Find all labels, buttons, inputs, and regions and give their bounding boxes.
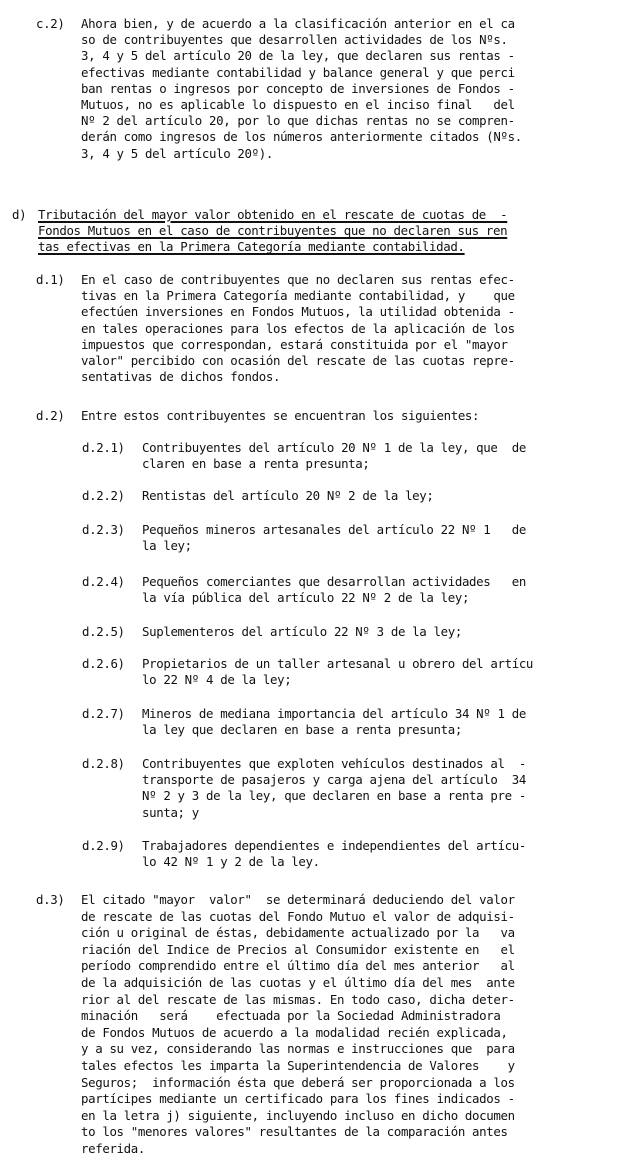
list-item-label: d.2.4) (82, 574, 125, 589)
list-item-label: d.2.7) (82, 706, 125, 721)
list-item-label: d.2.8) (82, 756, 125, 771)
paragraph-line: tivas en la Primera Categoría mediante contabilidad, y que (81, 288, 515, 304)
paragraph-line: referida. (81, 1141, 145, 1156)
paragraph-line: riación del Indice de Precios al Consumidor existente en el (81, 941, 515, 957)
paragraph-line: y a su vez, considerando las normas e instrucciones que para (81, 1041, 515, 1057)
paragraph-line: tales efectos les imparta la Superintendencia de Valores y (81, 1058, 515, 1073)
section-title-line: Tributación del mayor valor obtenido en el rescate de cuotas de - (38, 207, 508, 222)
paragraph-line: sentativas de dichos fondos. (81, 369, 281, 385)
paragraph-line: impuestos que correspondan, estará constituida por el "mayor (81, 336, 508, 352)
section-title-line: tas efectivas en la Primera Categoría mediante contabilidad. (38, 239, 465, 255)
list-item-line: Contribuyentes que exploten vehículos destinados al - (142, 756, 526, 771)
list-item-label: d.2.5) (82, 624, 125, 639)
paragraph-line: 3, 4 y 5 del artículo 20º). (81, 145, 273, 161)
list-item-label: d.2.3) (82, 522, 125, 537)
list-item-line: Propietarios de un taller artesanal u obrero del artícu (142, 656, 534, 671)
paragraph-line: minación será efectuada por la Sociedad Administradora (81, 1008, 501, 1024)
paragraph-line: derán como ingresos de los números anteriormente citados (Nºs. (81, 129, 522, 145)
paragraph-line: efectúen inversiones en Fondos Mutuos, la utilidad obtenida - (81, 304, 515, 320)
paragraph-line: En el caso de contribuyentes que no declaren sus rentas efec- (81, 272, 515, 287)
paragraph-line: efectivas mediante contabilidad y balance general y que perci (81, 64, 515, 80)
section-label: d.3) (36, 892, 65, 907)
list-item-line: Contribuyentes del artículo 20 Nº 1 de la ley, que de (142, 440, 526, 455)
list-item-line: Pequeños mineros artesanales del artículo 22 Nº 1 de (142, 522, 526, 537)
paragraph-line: partícipes mediante un certificado para los fines indicados - (81, 1091, 515, 1107)
section-label: d.2) (36, 408, 65, 423)
paragraph-line: ción u original de éstas, debidamente actualizado por la va (81, 925, 515, 941)
list-item-line: la vía pública del artículo 22 Nº 2 de la ley; (142, 590, 470, 606)
list-item-label: d.2.1) (82, 440, 125, 455)
paragraph-line: rior al del rescate de las mismas. En todo caso, dicha deter- (81, 991, 515, 1007)
list-item-line: claren en base a renta presunta; (142, 456, 370, 472)
paragraph-line: Mutuos, no es aplicable lo dispuesto en el inciso final del (81, 97, 515, 112)
section-title-line: Fondos Mutuos en el caso de contribuyentes que no declaren sus ren (38, 223, 508, 239)
list-item-line: transporte de pasajeros y carga ajena del artículo 34 (142, 772, 526, 788)
paragraph-line: so de contribuyentes que desarrollen actividades de los Nºs. (81, 32, 508, 48)
list-item-line: lo 42 Nº 1 y 2 de la ley. (142, 854, 320, 870)
paragraph-line: El citado "mayor valor" se determinará deduciendo del valor (81, 892, 515, 907)
list-item-label: d.2.6) (82, 656, 125, 671)
paragraph-line: de rescate de las cuotas del Fondo Mutuo el valor de adquisi- (81, 908, 515, 924)
paragraph-line: período comprendido entre el último día del mes anterior al (81, 958, 515, 974)
list-item-line: la ley que declaren en base a renta presunta; (142, 722, 462, 738)
list-item-line: la ley; (142, 538, 192, 554)
paragraph-line: Entre estos contribuyentes se encuentran los siguientes: (81, 408, 480, 423)
paragraph-line: en la letra j) siguiente, incluyendo incluso en dicho documen (81, 1107, 515, 1123)
paragraph-line: en tales operaciones para los efectos de la aplicación de los (81, 320, 515, 336)
paragraph-line: 3, 4 y 5 del artículo 20 de la ley, que declaren sus rentas - (81, 48, 515, 64)
paragraph-line: Nº 2 del artículo 20, por lo que dichas rentas no se compren- (81, 113, 515, 129)
list-item-line: Pequeños comerciantes que desarrollan actividades en (142, 574, 526, 589)
section-label: c.2) (36, 16, 65, 31)
paragraph-line: de Fondos Mutuos de acuerdo a la modalidad recién explicada, (81, 1024, 508, 1040)
paragraph-line: ban rentas o ingresos por concepto de inversiones de Fondos - (81, 80, 515, 96)
paragraph-line: Ahora bien, y de acuerdo a la clasificación anterior en el ca (81, 16, 515, 31)
list-item-line: Nº 2 y 3 de la ley, que declaren en base a renta pre - (142, 788, 526, 804)
paragraph-line: to los "menores valores" resultantes de la comparación antes (81, 1124, 508, 1140)
list-item-label: d.2.9) (82, 838, 125, 853)
paragraph-line: Seguros; información ésta que deberá ser proporcionada a los (81, 1074, 515, 1090)
section-label: d.1) (36, 272, 65, 287)
list-item-line: sunta; y (142, 804, 199, 820)
list-item-line: Trabajadores dependientes e independientes del artícu- (142, 838, 526, 853)
list-item-line: lo 22 Nº 4 de la ley; (142, 672, 292, 688)
list-item-line: Mineros de mediana importancia del artículo 34 Nº 1 de (142, 706, 526, 721)
paragraph-line: valor" percibido con ocasión del rescate de las cuotas repre- (81, 353, 515, 368)
list-item-line: Suplementeros del artículo 22 Nº 3 de la ley; (142, 624, 462, 639)
list-item-line: Rentistas del artículo 20 Nº 2 de la ley; (142, 488, 434, 503)
list-item-label: d.2.2) (82, 488, 125, 503)
paragraph-line: de la adquisición de las cuotas y el último día del mes ante (81, 975, 515, 990)
section-label: d) (12, 207, 27, 222)
